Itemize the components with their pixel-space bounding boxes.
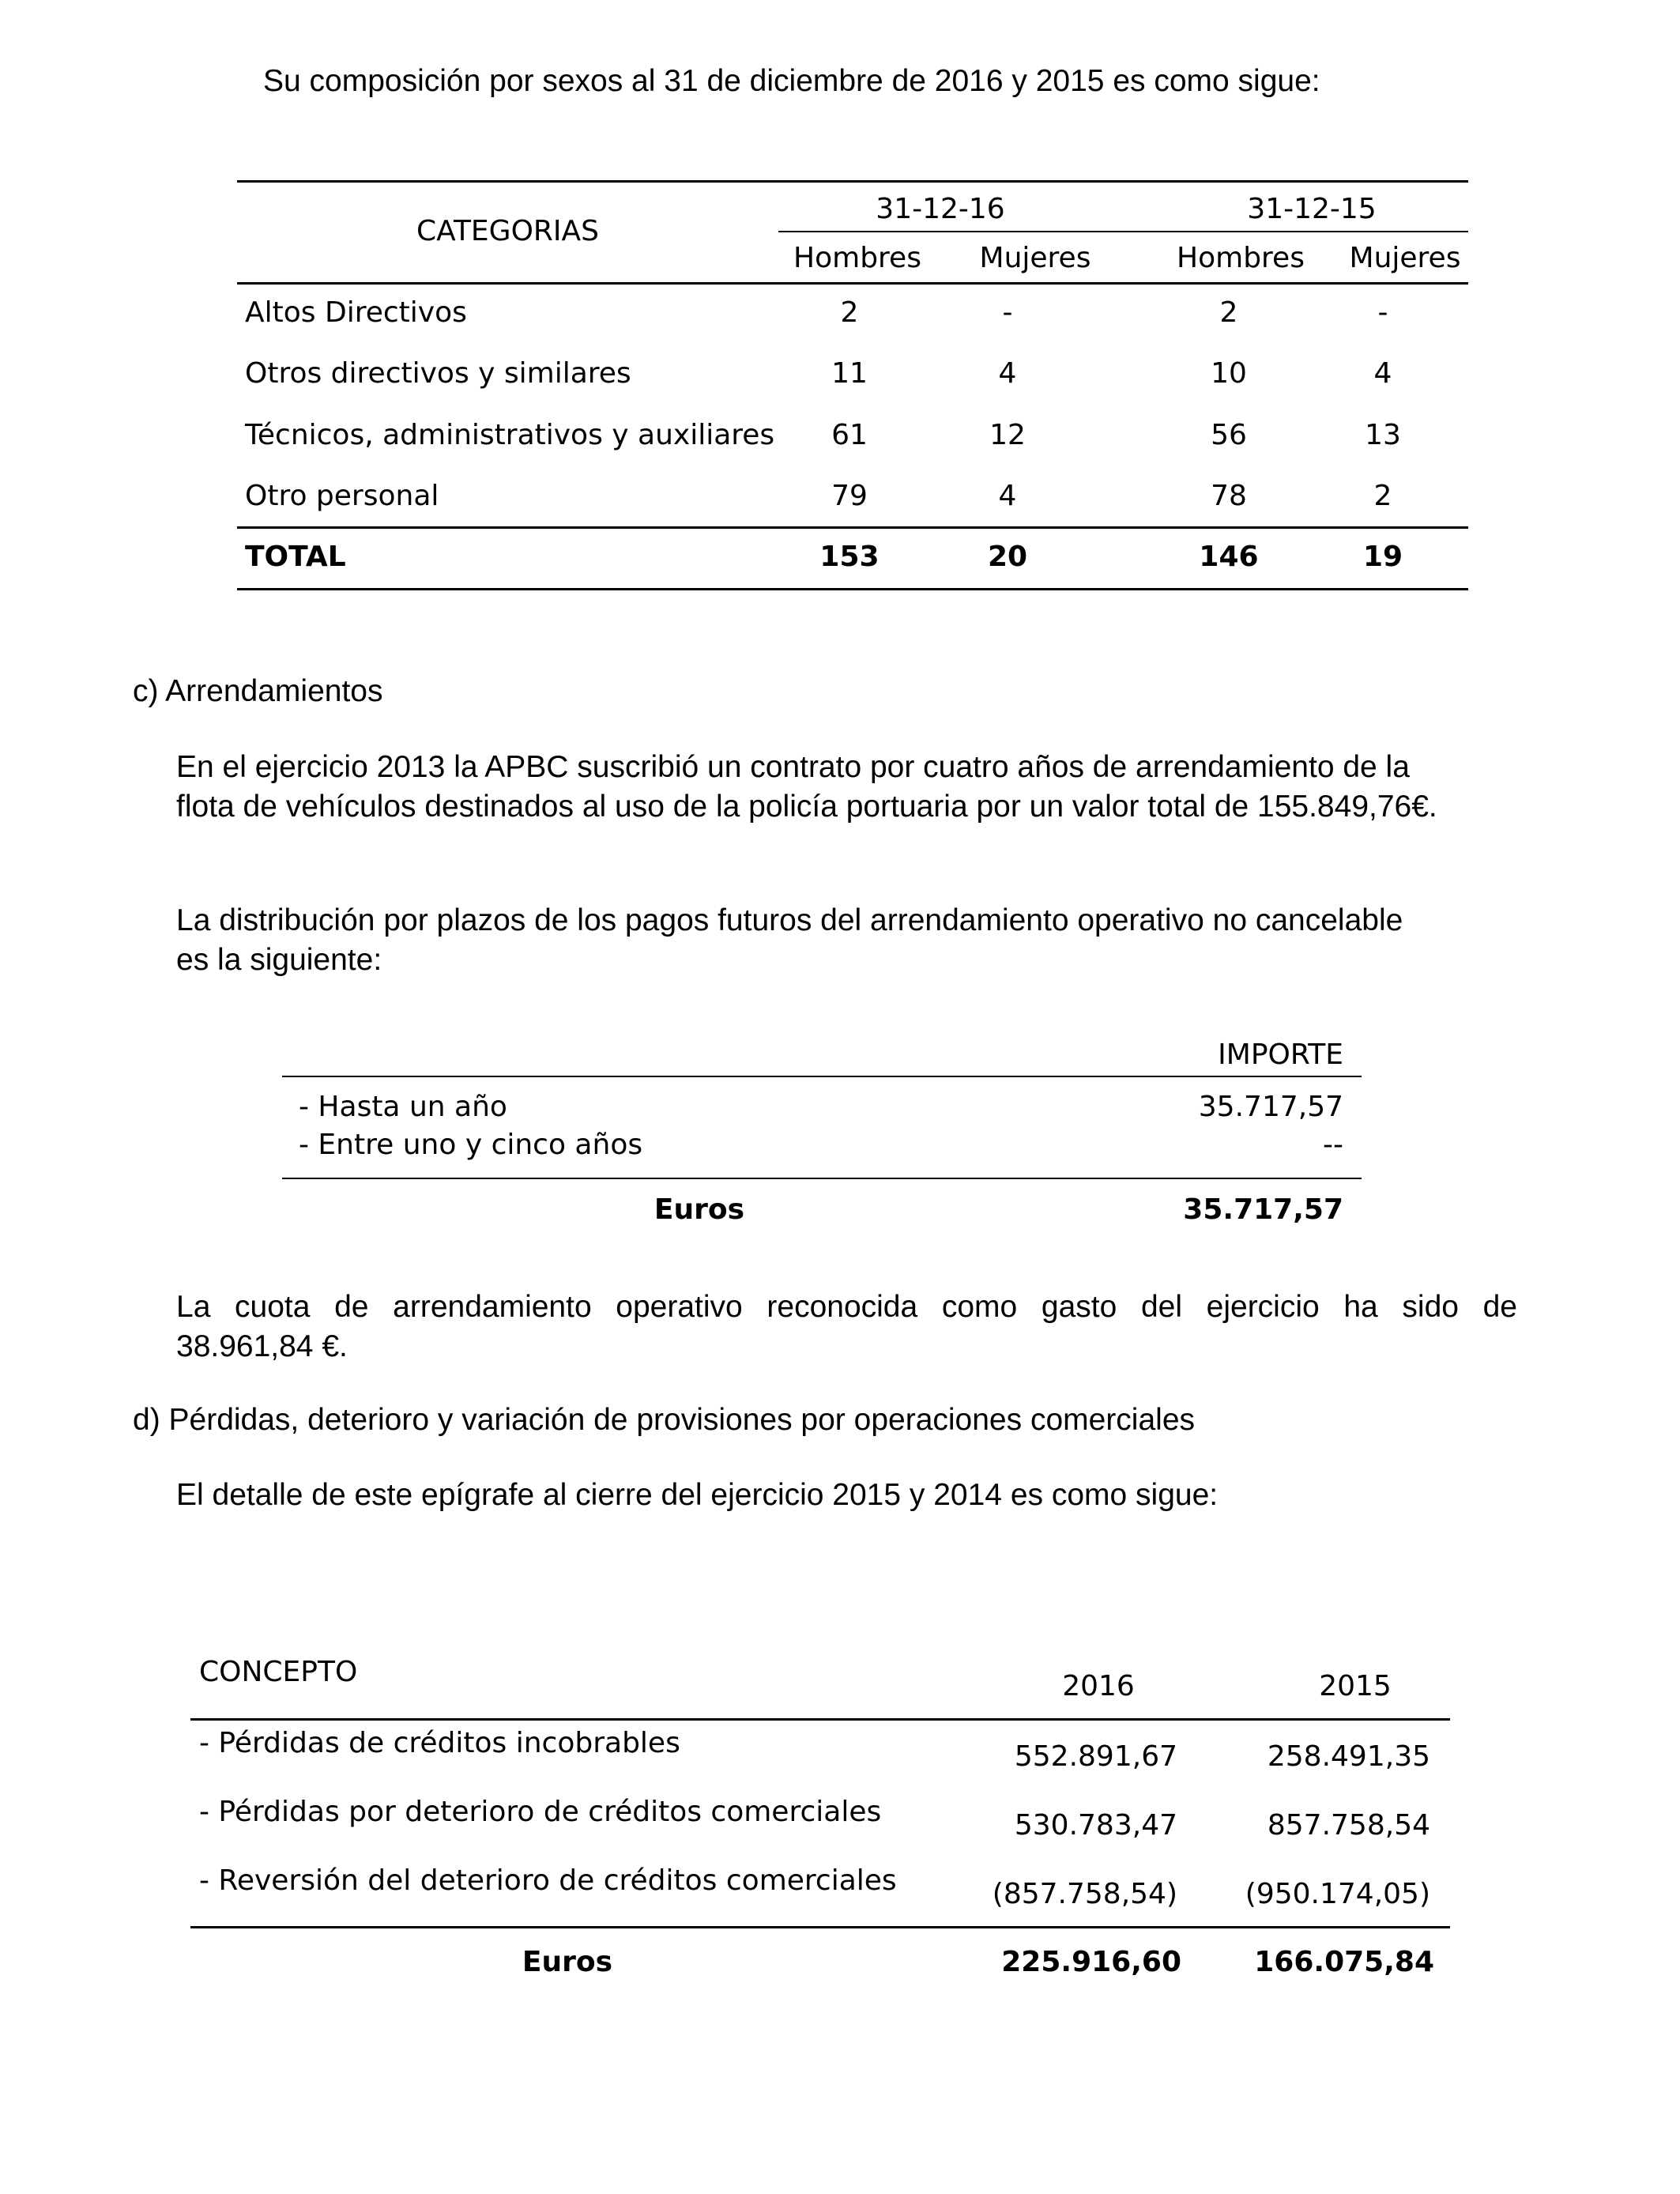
- section-c-paragraph-1: [176, 748, 1567, 827]
- paragraph-line: flota de vehículos destinados al uso de la policía portuaria por un valor total de 155.849,76€.: [176, 790, 1437, 824]
- loss-row-value-2015: 258.491,35: [1267, 1740, 1430, 1773]
- staff-total-cell: 20: [987, 541, 1028, 573]
- staff-cell: 4: [998, 480, 1017, 512]
- loss-year-header-2016: 2016: [1062, 1670, 1135, 1702]
- lease-row-label: - Hasta un año: [299, 1091, 507, 1123]
- staff-cell: 79: [831, 480, 868, 512]
- loss-row-value-2016: (857.758,54): [992, 1878, 1177, 1910]
- period-header-2016: 31-12-16: [876, 193, 1005, 225]
- loss-total-label: Euros: [522, 1946, 612, 1978]
- staff-row-label: Altos Directivos: [245, 296, 467, 329]
- staff-cell: 78: [1211, 480, 1247, 512]
- staff-total-label: TOTAL: [245, 541, 346, 573]
- loss-row-label: - Pérdidas de créditos incobrables: [199, 1727, 680, 1759]
- paragraph-line: La cuota de arrendamiento operativo reconocida como gasto del ejercicio ha sido de: [176, 1290, 1517, 1324]
- loss-row-label: - Pérdidas por deterioro de créditos comerciales: [199, 1796, 882, 1828]
- staff-total-cell: 146: [1199, 541, 1259, 573]
- staff-cell: 13: [1365, 419, 1401, 451]
- staff-cell: 10: [1211, 357, 1247, 390]
- loss-row-value-2016: 530.783,47: [1014, 1809, 1177, 1842]
- staff-cell: 4: [998, 357, 1017, 390]
- loss-total-2015: 166.075,84: [1254, 1946, 1434, 1978]
- section-d-paragraph-1: El detalle de este epígrafe al cierre del ejercicio 2015 y 2014 es como sigue:: [176, 1478, 1219, 1512]
- staff-cell: -: [1002, 296, 1013, 329]
- category-header: CATEGORIAS: [416, 215, 600, 247]
- staff-row-label: Otros directivos y similares: [245, 357, 631, 390]
- men-header-2016: Hombres: [793, 242, 921, 274]
- section-c-paragraph-2: [176, 901, 1567, 980]
- staff-cell: -: [1377, 296, 1388, 329]
- loss-row-value-2015: 857.758,54: [1267, 1809, 1430, 1842]
- section-c-heading: c) Arrendamientos: [133, 674, 383, 708]
- staff-cell: 56: [1211, 419, 1247, 451]
- section-d-heading: d) Pérdidas, deterioro y variación de provisiones por operaciones comerciales: [133, 1403, 1196, 1437]
- staff-row-label: Técnicos, administrativos y auxiliares: [245, 419, 775, 451]
- women-header-2015: Mujeres: [1349, 242, 1461, 274]
- lease-row-value: --: [1323, 1129, 1343, 1161]
- paragraph-line: es la siguiente:: [176, 943, 382, 977]
- staff-cell: 4: [1373, 357, 1392, 390]
- section-c-paragraph-3-end: 38.961,84 €.: [176, 1329, 348, 1363]
- staff-total-cell: 19: [1362, 541, 1403, 573]
- staff-cell: 61: [831, 419, 868, 451]
- loss-concept-header: CONCEPTO: [199, 1656, 358, 1688]
- loss-row-value-2016: 552.891,67: [1014, 1740, 1177, 1773]
- lease-row-value: 35.717,57: [1198, 1091, 1343, 1123]
- lease-total-value: 35.717,57: [1183, 1193, 1343, 1226]
- staff-cell: 11: [831, 357, 868, 390]
- men-header-2015: Hombres: [1177, 242, 1305, 274]
- paragraph-line: La distribución por plazos de los pagos futuros del arrendamiento operativo no cancelable: [176, 903, 1403, 937]
- women-header-2016: Mujeres: [979, 242, 1091, 274]
- staff-cell: 12: [989, 419, 1026, 451]
- loss-total-2016: 225.916,60: [1001, 1946, 1181, 1978]
- staff-cell: 2: [840, 296, 859, 329]
- loss-row-label: - Reversión del deterioro de créditos comerciales: [199, 1864, 897, 1897]
- section-c-paragraph-3: [176, 1287, 1517, 1327]
- staff-cell: 2: [1219, 296, 1238, 329]
- lease-header-importe: IMPORTE: [1218, 1039, 1343, 1071]
- staff-cell: 2: [1373, 480, 1392, 512]
- period-header-2015: 31-12-15: [1247, 193, 1377, 225]
- staff-total-cell: 153: [819, 541, 880, 573]
- loss-year-header-2015: 2015: [1319, 1670, 1392, 1702]
- paragraph-line: En el ejercicio 2013 la APBC suscribió un contrato por cuatro años de arrendamiento de la: [176, 750, 1410, 784]
- staff-row-label: Otro personal: [245, 480, 439, 512]
- lease-total-label: Euros: [654, 1193, 744, 1226]
- lease-row-label: - Entre uno y cinco años: [299, 1129, 643, 1161]
- intro-line: Su composición por sexos al 31 de diciembre de 2016 y 2015 es como sigue:: [263, 64, 1320, 98]
- loss-row-value-2015: (950.174,05): [1245, 1878, 1430, 1910]
